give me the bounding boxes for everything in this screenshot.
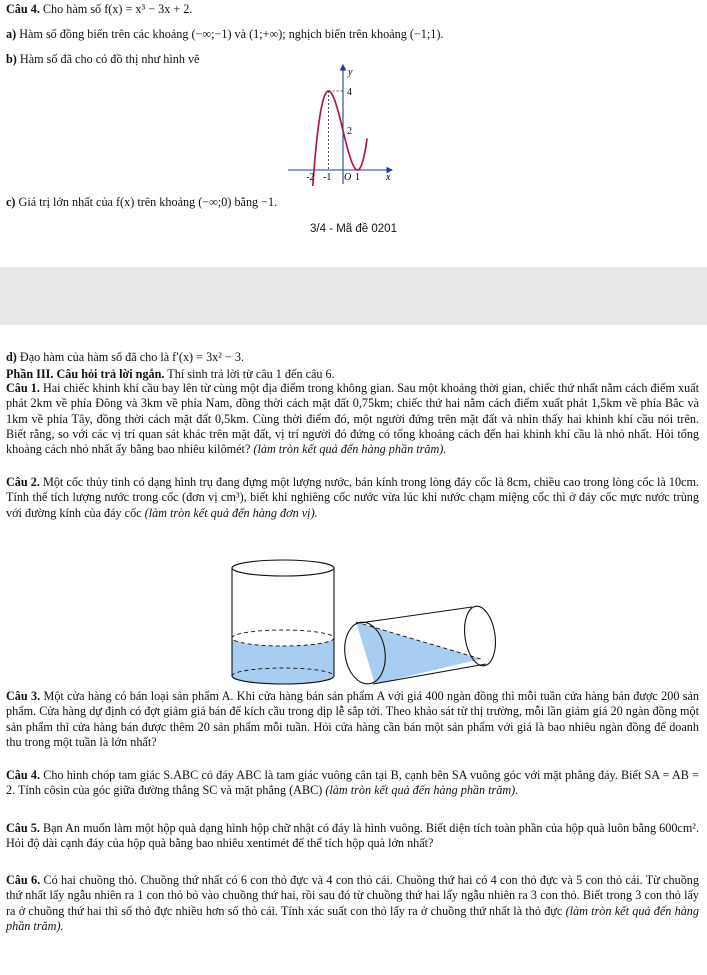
question-4	[6, 768, 699, 799]
tick-2: 2	[347, 126, 352, 137]
part3-title: Câu hỏi trả lời ngắn.	[56, 367, 165, 381]
glass-rim	[232, 560, 334, 576]
q6-label: Câu 6.	[6, 873, 41, 887]
part3-label: Phần III.	[6, 367, 54, 381]
q5-text: Bạn An muốn làm một hộp quà dạng hình hộp chữ nhật có đáy là hình vuông. Biết diện tích toàn phần của hộp quà luôn bằng 600cm². Hỏi độ dài cạnh đáy của hộp quà bằng bao nhiêu xentimét để thể tích hộp quà lớn nhất?	[6, 821, 699, 851]
water-surface	[232, 630, 334, 646]
statement-a-text: Hàm số đồng biến trên các khoảng (−∞;−1) và (1;+∞); nghịch biến trên khoảng (−1;1).	[19, 27, 444, 41]
y-axis-label: y	[348, 67, 353, 78]
statement-c-label: c)	[6, 195, 16, 209]
q4-title-text: Cho hàm số f(x) = x³ − 3x + 2.	[42, 2, 193, 16]
tick-1: 1	[355, 172, 360, 183]
question-2	[6, 475, 699, 521]
tick-minus1: -1	[323, 172, 332, 183]
q4-label: Câu 4.	[6, 768, 41, 782]
tick-4: 4	[347, 87, 352, 98]
function-graph	[286, 62, 396, 186]
statement-d	[6, 350, 699, 365]
q4-text: Cho hình chóp tam giác S.ABC có đáy ABC là tam giác vuông cân tại B, cạnh bên SA vuông góc với mặt phẳng đáy. Biết SA = AB = 2. Tính côsin của góc giữa đường thẳng SC và mặt phẳng (ABC)	[6, 768, 699, 798]
x-axis-label: x	[386, 172, 391, 183]
question-6	[6, 873, 699, 934]
statement-b-label: b)	[6, 52, 17, 66]
statement-a-label: a)	[6, 27, 17, 41]
q2-note: (làm tròn kết quả đến hàng đơn vị).	[144, 505, 318, 520]
statement-c-text: Giá trị lớn nhất của f(x) trên khoảng (−∞;0) bằng −1.	[18, 195, 278, 209]
statement-c	[6, 195, 699, 210]
q1-note: (làm tròn kết quả đến hàng phần trăm).	[253, 442, 447, 457]
q4-title-label: Câu 4.	[6, 2, 40, 16]
statement-b-text: Hàm số đã cho có đồ thị như hình vẽ	[19, 52, 200, 66]
upright-glass-figure	[229, 558, 339, 690]
q6-text: Có hai chuồng thỏ. Chuồng thứ nhất có 6 con thỏ đực và 4 con thỏ cái. Chuồng thứ hai có 4 con thỏ đực và 5 con thỏ cái. Từ chuồng thứ nhất lấy ngẫu nhiên ra 1 con thỏ bỏ vào chuồng thứ hai, rồi sau đó từ chuồng thứ hai lấy ngẫu nhiên ra 3 con thỏ. Biết trong 3 con thỏ lấy ra ở chuồng thứ hai thì số thỏ đực nhiều hơn số thỏ cái. Tính xác suất con thỏ lấy ra ở chuồng thứ nhất là thỏ đực	[6, 873, 699, 918]
q2-label: Câu 2.	[6, 475, 40, 489]
statement-a	[6, 27, 699, 42]
q4-note: (làm tròn kết quả đến hàng phần trăm).	[325, 783, 519, 798]
q6-note: (làm tròn kết quả đến hàng phần trăm).	[6, 903, 699, 933]
page-separator	[0, 267, 707, 325]
statement-d-label: d)	[6, 350, 17, 364]
tilted-glass-top-edge	[360, 607, 472, 623]
question-1	[6, 381, 699, 457]
tick-origin: O	[344, 172, 352, 183]
q2-text: Một cốc thủy tinh có dạng hình trụ đang đựng một lượng nước, bán kính trong lòng đáy cốc là 8cm, chiều cao trong lòng cốc là 10cm. Tính thể tích lượng nước trong cốc (đơn vị cm³), biết khi nghiêng cốc nước vừa lúc khi nước chạm miệng cốc thì ở đáy cốc mực nước trùng với đường kính của đáy cốc	[6, 475, 699, 520]
q1-text: Hai chiếc khinh khí cầu bay lên từ cùng một địa điểm trong không gian. Sau một khoảng thời gian, chiếc thứ nhất nằm cách điểm xuất phát 2km về phía Đông và 3km về phía Nam, đồng thời cách mặt đất 0,75km; chiếc thứ hai nằm cách điểm xuất phát 1,5km về phía Bắc và 1km về phía Tây, đồng thời cách mặt đất 0,5km. Cùng thời điểm đó, một người đứng trên mặt đất và nhìn thấy hai khinh khí cầu nói trên. Biết rằng, so với các vị trí quan sát khác trên mặt đất, vị trí người đó đứng có tổng khoảng cách đến hai khinh khí cầu là nhỏ nhất. Hỏi tổng khoảng cách nhỏ nhất ấy bằng bao nhiêu kilômét?	[6, 381, 699, 457]
statement-d-text: Đạo hàm của hàm số đã cho là f′(x) = 3x² − 3.	[19, 350, 245, 364]
water-fill-upright	[232, 638, 334, 684]
page-footer: 3/4 - Mã đề 0201	[310, 223, 397, 235]
part3-heading	[6, 367, 699, 382]
question-3	[6, 689, 699, 750]
q1-label: Câu 1.	[6, 381, 40, 395]
question-5	[6, 821, 699, 852]
tick-minus2: -2	[306, 172, 315, 183]
part3-text: Thí sinh trả lời từ câu 1 đến câu 6.	[167, 367, 335, 381]
water-fill-tilted	[356, 622, 481, 684]
q3-label: Câu 3.	[6, 689, 41, 703]
q4-title	[6, 2, 699, 17]
q3-text: Một cửa hàng có bán loại sản phẩm A. Khi cửa hàng bán sản phẩm A với giá 400 ngàn đồng thì mỗi tuần cửa hàng bán được 200 sản phẩm. Cửa hàng dự định có đợt giảm giá bán để kích cầu trong dịp lễ sắp tới. Theo khảo sát từ thị trường, mỗi lần giảm giá 20 ngàn đồng một sản phẩm thì cửa hàng bán được thêm 20 sản phẩm mỗi tuần. Hỏi cửa hàng cần bán một sản phẩm với giá là bao nhiêu ngàn đồng để doanh thu trong một tuần là lớn nhất?	[6, 689, 699, 749]
tilted-glass-figure	[338, 602, 503, 694]
q5-label: Câu 5.	[6, 821, 40, 835]
